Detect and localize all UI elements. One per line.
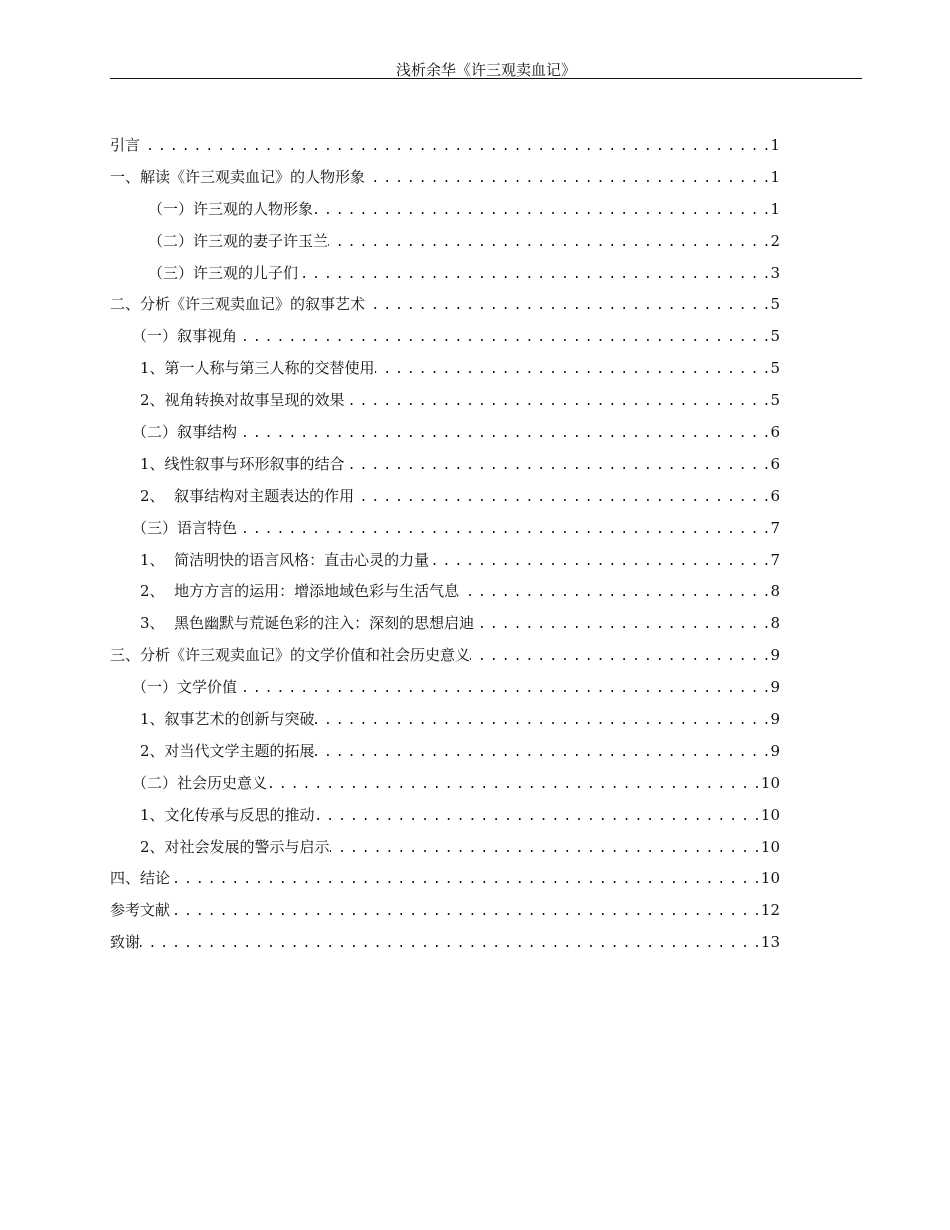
toc-entry-page: 12 [760, 901, 780, 920]
dot-leader [328, 230, 768, 256]
toc-entry[interactable] [110, 515, 780, 547]
toc-entry[interactable] [110, 228, 780, 260]
toc-entry-title: （三）语言特色 [132, 518, 238, 537]
toc-entry-page: 10 [760, 773, 780, 792]
toc-entry[interactable] [110, 451, 780, 483]
toc-entry-page: 10 [760, 837, 780, 856]
toc-entry-page: 10 [760, 805, 780, 824]
toc-entry-page: 5 [770, 359, 780, 378]
dot-leader [345, 389, 769, 415]
dot-leader [459, 580, 768, 606]
toc-entry[interactable] [110, 834, 780, 866]
toc-entry-title: 1、文化传承与反思的推动 [140, 805, 315, 824]
toc-entry[interactable] [110, 323, 780, 355]
toc-entry[interactable] [110, 547, 780, 579]
toc-entry-title: 二、分析《许三观卖血记》的叙事艺术 [110, 295, 366, 314]
toc-entry-page: 13 [760, 933, 780, 952]
toc-entry-title: 2、对当代文学主题的拓展 [140, 741, 315, 760]
toc-entry-title: 1、叙事艺术的创新与突破 [140, 710, 315, 729]
toc-entry-page: 5 [770, 327, 780, 346]
dot-leader [354, 485, 768, 511]
page-header-title: 浅析余华《许三观卖血记》 [395, 61, 576, 79]
toc-entry-page: 3 [770, 263, 780, 282]
toc-entry-title: （二）叙事结构 [132, 423, 238, 442]
toc-entry[interactable] [110, 802, 780, 834]
toc-entry[interactable] [110, 483, 780, 515]
dot-leader [313, 198, 768, 224]
toc-entry-page: 9 [770, 646, 780, 665]
toc-entry-title: （一）叙事视角 [132, 327, 238, 346]
dot-leader [315, 708, 769, 734]
toc-entry-page: 1 [770, 199, 780, 218]
toc-entry-page: 9 [770, 678, 780, 697]
dot-leader [170, 899, 759, 925]
toc-entry[interactable] [110, 642, 780, 674]
toc-entry-page: 8 [770, 582, 780, 601]
dot-leader [140, 931, 759, 957]
toc-entry-title: （二）社会历史意义 [132, 773, 268, 792]
toc-entry-title: （三）许三观的儿子们 [148, 263, 299, 282]
toc-entry-page: 10 [760, 869, 780, 888]
toc-entry[interactable] [110, 929, 780, 961]
toc-entry-title: （二）许三观的妻子许玉兰 [148, 231, 329, 250]
dot-leader [365, 166, 768, 192]
toc-entry[interactable] [110, 674, 780, 706]
toc-entry-page: 9 [770, 741, 780, 760]
dot-leader [470, 644, 768, 670]
toc-entry[interactable] [110, 355, 780, 387]
toc-entry-page: 1 [770, 167, 780, 186]
toc-entry-title: 3、 黑色幽默与荒诞色彩的注入：深刻的思想启迪 [140, 614, 475, 633]
toc-entry-title: 参考文献 [110, 901, 171, 920]
table-of-contents [110, 132, 780, 961]
dot-leader [345, 453, 769, 479]
toc-entry[interactable] [110, 260, 780, 292]
toc-entry-page: 6 [770, 486, 780, 505]
toc-entry-title: 2、对社会发展的警示与启示 [140, 837, 330, 856]
dot-leader [237, 325, 768, 351]
toc-entry-title: 1、线性叙事与环形叙事的结合 [140, 454, 345, 473]
toc-entry[interactable] [110, 865, 780, 897]
toc-entry-page: 6 [770, 454, 780, 473]
toc-entry-title: （一）许三观的人物形象 [148, 199, 314, 218]
toc-entry-page: 2 [770, 231, 780, 250]
toc-entry[interactable] [110, 770, 780, 802]
dot-leader [315, 740, 769, 766]
toc-entry-title: 2、视角转换对故事呈现的效果 [140, 391, 345, 410]
dot-leader [267, 772, 759, 798]
dot-leader [298, 262, 768, 288]
toc-entry[interactable] [110, 610, 780, 642]
toc-entry[interactable] [110, 897, 780, 929]
toc-entry[interactable] [110, 387, 780, 419]
toc-entry-title: 2、 叙事结构对主题表达的作用 [140, 486, 355, 505]
toc-entry-page: 6 [770, 423, 780, 442]
dot-leader [237, 676, 768, 702]
toc-entry[interactable] [110, 419, 780, 451]
dot-leader [365, 293, 768, 319]
toc-entry[interactable] [110, 738, 780, 770]
dot-leader [237, 517, 768, 543]
toc-entry[interactable] [110, 706, 780, 738]
dot-leader [474, 612, 768, 638]
dot-leader [315, 804, 759, 830]
header-rule [110, 78, 862, 79]
toc-entry-title: 四、结论 [110, 869, 171, 888]
toc-entry-title: 一、解读《许三观卖血记》的人物形象 [110, 167, 366, 186]
dot-leader [140, 134, 768, 160]
toc-entry-page: 7 [770, 550, 780, 569]
toc-entry-title: 三、分析《许三观卖血记》的文学价值和社会历史意义 [110, 646, 471, 665]
toc-entry[interactable] [110, 132, 780, 164]
toc-entry[interactable] [110, 291, 780, 323]
toc-entry-title: 引言 [110, 136, 141, 154]
dot-leader [237, 421, 768, 447]
dot-leader [375, 357, 769, 383]
toc-entry-page: 7 [770, 518, 780, 537]
toc-entry-page: 5 [770, 391, 780, 410]
dot-leader [170, 867, 759, 893]
toc-entry-page: 8 [770, 614, 780, 633]
dot-leader [330, 836, 759, 862]
toc-entry-page: 1 [770, 136, 780, 154]
toc-entry-title: 2、 地方方言的运用：增添地域色彩与生活气息 [140, 582, 460, 601]
toc-entry-title: 1、第一人称与第三人称的交替使用 [140, 359, 375, 378]
toc-entry[interactable] [110, 578, 780, 610]
toc-entry-title: （一）文学价值 [132, 678, 238, 697]
toc-entry-title: 致谢 [110, 933, 141, 952]
toc-entry[interactable] [110, 196, 780, 228]
toc-entry-page: 9 [770, 710, 780, 729]
toc-entry-page: 5 [770, 295, 780, 314]
toc-entry-title: 1、 简洁明快的语言风格：直击心灵的力量 [140, 550, 430, 569]
dot-leader [429, 549, 768, 575]
toc-entry[interactable] [110, 164, 780, 196]
